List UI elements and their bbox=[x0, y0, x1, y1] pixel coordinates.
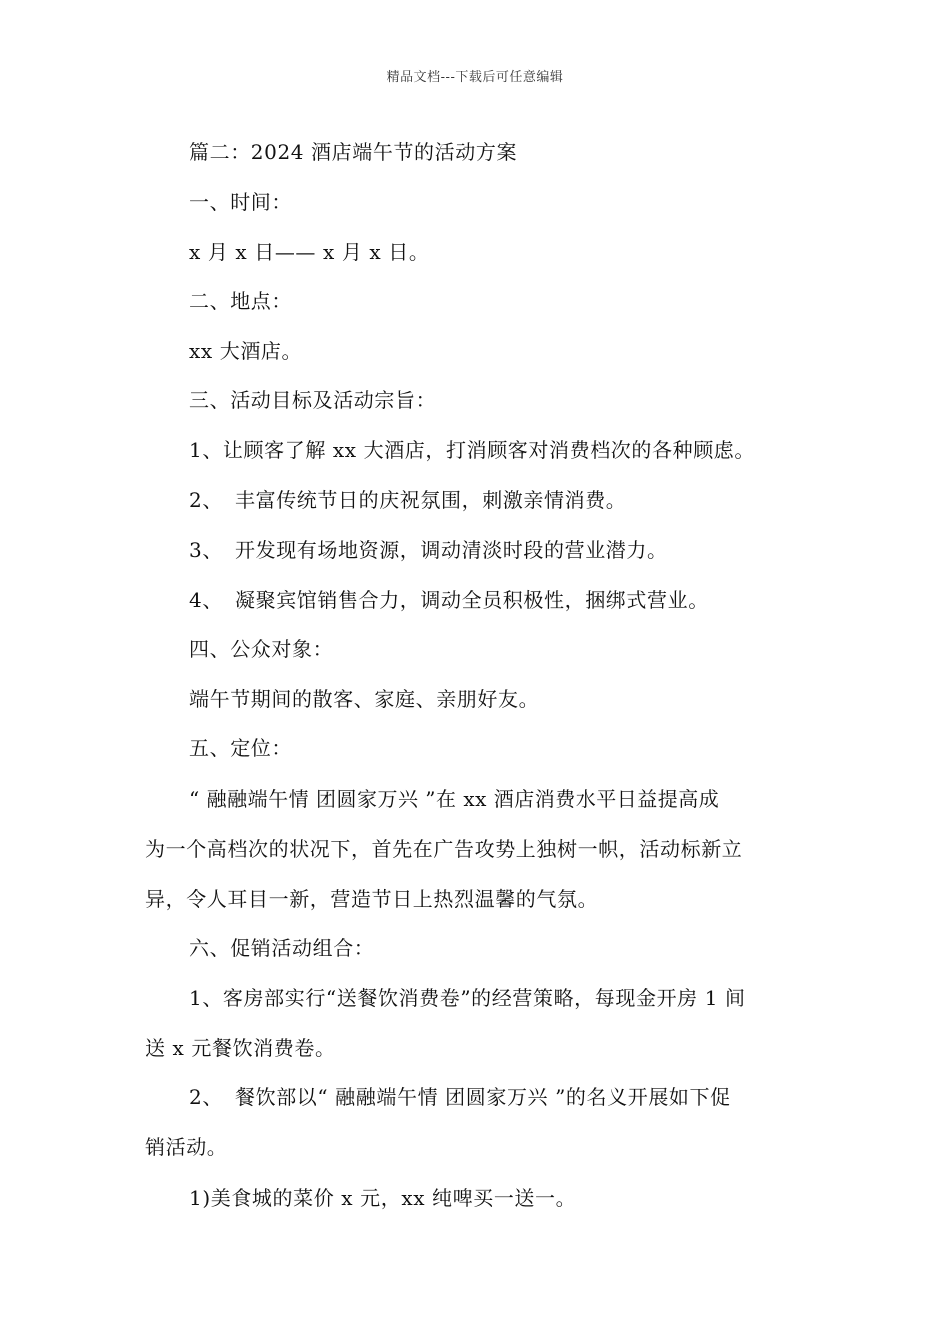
goal-item-3-number: 3、 bbox=[189, 538, 223, 562]
audience-value: 端午节期间的散客、家庭、亲朋好友。 bbox=[189, 687, 540, 711]
time-value: x 月 x 日—— x 月 x 日。 bbox=[189, 240, 430, 264]
goal-item-2-number: 2、 bbox=[189, 488, 223, 512]
document-title: 篇二：2024 酒店端午节的活动方案 bbox=[189, 140, 518, 164]
promo-item-1-line-1: 1、客房部实行“送餐饮消费卷”的经营策略，每现金开房 1 间 bbox=[189, 986, 746, 1010]
audience-heading: 四、公众对象： bbox=[189, 637, 334, 661]
goal-item-3-text: 开发现有场地资源，调动清淡时段的营业潜力。 bbox=[235, 538, 668, 562]
goal-item-4-number: 4、 bbox=[189, 588, 223, 612]
promo-item-2-line-1 bbox=[189, 1085, 731, 1109]
goal-item-2-text: 丰富传统节日的庆祝氛围，刺激亲情消费。 bbox=[235, 488, 627, 512]
position-paragraph-line-1: “ 融融端午情 团圆家万兴 ”在 xx 酒店消费水平日益提高成 bbox=[189, 787, 720, 811]
place-heading: 二、地点： bbox=[189, 289, 292, 313]
promo-item-2-text: 餐饮部以“ 融融端午情 团圆家万兴 ”的名义开展如下促 bbox=[235, 1085, 731, 1109]
goal-heading: 三、活动目标及活动宗旨： bbox=[189, 388, 437, 412]
promo-item-2-number: 2、 bbox=[189, 1085, 223, 1109]
promo-item-2-line-2: 销活动。 bbox=[145, 1135, 228, 1159]
goal-item-1: 1、让顾客了解 xx 大酒店，打消顾客对消费档次的各种顾虑。 bbox=[189, 438, 755, 462]
position-heading: 五、定位： bbox=[189, 736, 292, 760]
promo-item-2-subitem-1: 1)美食城的菜价 x 元，xx 纯啤买一送一。 bbox=[189, 1186, 577, 1210]
promo-item-1-line-2: 送 x 元餐饮消费卷。 bbox=[145, 1036, 336, 1060]
position-paragraph-line-3: 异，令人耳目一新，营造节日上热烈温馨的气氛。 bbox=[145, 887, 599, 911]
place-value: xx 大酒店。 bbox=[189, 339, 303, 363]
goal-item-3 bbox=[189, 538, 668, 562]
goal-item-4 bbox=[189, 588, 709, 612]
goal-item-4-text: 凝聚宾馆销售合力，调动全员积极性，捆绑式营业。 bbox=[235, 588, 709, 612]
goal-item-2 bbox=[189, 488, 626, 512]
promo-heading: 六、促销活动组合： bbox=[189, 936, 375, 960]
position-paragraph-line-2: 为一个高档次的状况下，首先在广告攻势上独树一帜，活动标新立 bbox=[145, 837, 743, 861]
page-header: 精品文档---下载后可任意编辑 bbox=[386, 70, 564, 85]
time-heading: 一、时间： bbox=[189, 190, 292, 214]
